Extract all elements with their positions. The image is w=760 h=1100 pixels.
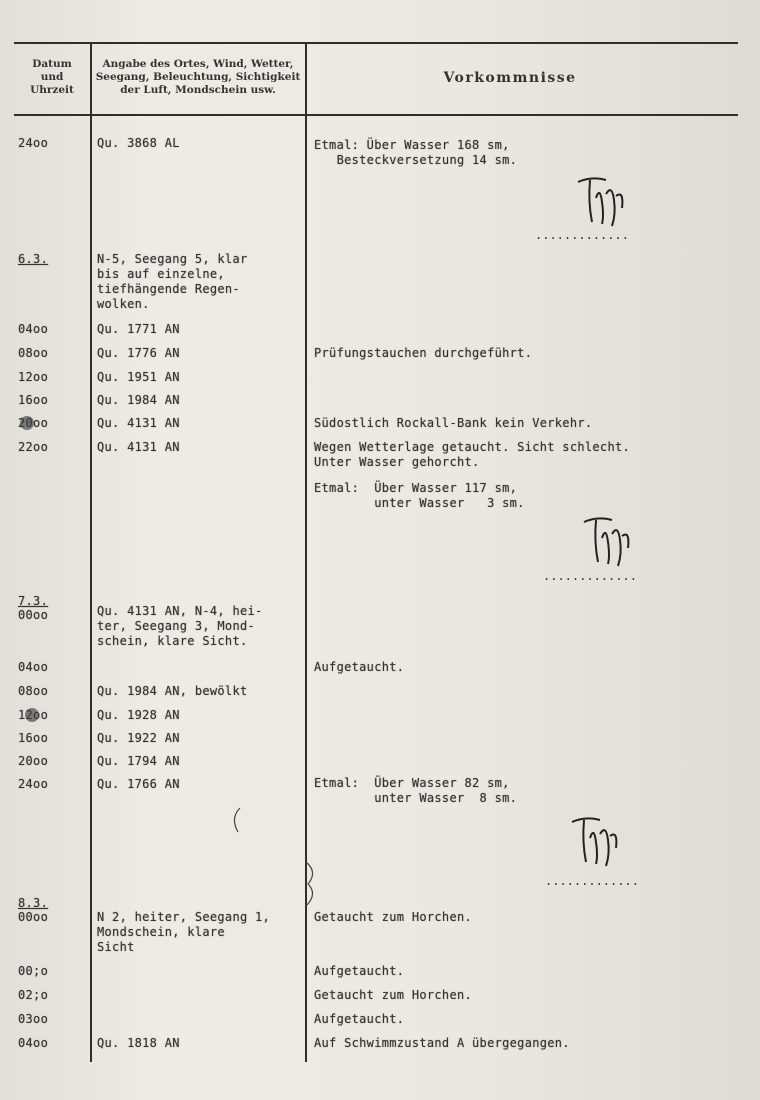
event-cell: Wegen Wetterlage getaucht. Sicht schlecht. Unter Wasser gehorcht. <box>314 440 631 469</box>
date-cell: 8.3. <box>18 896 49 910</box>
place-cell: Qu. 1766 AN <box>97 777 180 791</box>
header-angabe-line: Angabe des Ortes, Wind, Wetter, <box>102 58 294 70</box>
header-angabe-line: Seegang, Beleuchtung, Sichtigkeit <box>95 71 301 83</box>
place-cell: Qu. 1922 AN <box>97 731 180 745</box>
time-cell: 16oo <box>18 393 49 407</box>
time-cell: 04oo <box>18 322 49 336</box>
column-divider-1 <box>90 42 92 1062</box>
place-cell: N 2, heiter, Seegang 1, Mondschein, klare Sicht <box>97 910 271 954</box>
time-cell: 08oo <box>18 346 49 360</box>
time-cell: 12oo <box>18 708 49 722</box>
place-cell: Qu. 1984 AN, bewölkt <box>97 684 248 698</box>
event-cell: Auf Schwimmzustand A übergegangen. <box>314 1036 570 1050</box>
place-cell: Qu. 4131 AN <box>97 440 180 454</box>
place-cell: Qu. 1818 AN <box>97 1036 180 1050</box>
header-datum-line: und <box>40 71 64 83</box>
place-cell: N-5, Seegang 5, klar bis auf einzelne, tiefhängende Regen- wolken. <box>97 252 248 311</box>
time-cell: 00oo <box>18 910 49 924</box>
header-vorkommnisse: Vorkommnisse <box>443 70 577 86</box>
time-cell: 24oo <box>18 136 49 150</box>
event-cell: Südostlich Rockall-Bank kein Verkehr. <box>314 416 593 430</box>
event-cell: Etmal: Über Wasser 82 sm, unter Wasser 8 sm. <box>314 776 518 805</box>
signature-dots: ............. <box>535 228 629 242</box>
place-cell: Qu. 4131 AN <box>97 416 180 430</box>
event-cell: Etmal: Über Wasser 168 sm, Besteckversetzung 14 sm. <box>314 138 518 167</box>
time-cell: 24oo <box>18 777 49 791</box>
event-cell: Aufgetaucht. <box>314 964 405 978</box>
time-cell: 16oo <box>18 731 49 745</box>
place-cell: Qu. 1984 AN <box>97 393 180 407</box>
place-cell: Qu. 1771 AN <box>97 322 180 336</box>
event-cell: Prüfungstauchen durchgeführt. <box>314 346 533 360</box>
header-angabe <box>92 58 304 97</box>
date-cell: 6.3. <box>18 252 49 266</box>
place-cell: Qu. 1776 AN <box>97 346 180 360</box>
stray-mark <box>228 806 244 836</box>
time-cell: 02;o <box>18 988 49 1002</box>
place-cell: Qu. 1928 AN <box>97 708 180 722</box>
event-cell: Aufgetaucht. <box>314 1012 405 1026</box>
signature-mark <box>578 512 638 572</box>
event-cell: Aufgetaucht. <box>314 660 405 674</box>
time-cell: 22oo <box>18 440 49 454</box>
header-bottom-rule <box>14 114 738 116</box>
event-cell: Etmal: Über Wasser 117 sm, unter Wasser 3 sm. <box>314 481 525 510</box>
event-cell: Getaucht zum Horchen. <box>314 910 473 924</box>
place-cell: Qu. 3868 AL <box>97 136 180 150</box>
date-cell: 7.3. <box>18 594 49 608</box>
time-cell: 03oo <box>18 1012 49 1026</box>
time-cell: 00oo <box>18 608 49 622</box>
time-cell: 00;o <box>18 964 49 978</box>
signature-dots: ............. <box>545 874 639 888</box>
time-cell: 04oo <box>18 660 49 674</box>
stray-mark <box>300 860 320 910</box>
signature-mark <box>572 172 632 232</box>
time-cell: 20oo <box>18 416 49 430</box>
header-datum <box>14 58 90 97</box>
header-top-rule <box>14 42 738 44</box>
signature-mark <box>566 812 626 872</box>
place-cell: Qu. 1794 AN <box>97 754 180 768</box>
time-cell: 12oo <box>18 370 49 384</box>
event-cell: Getaucht zum Horchen. <box>314 988 473 1002</box>
time-cell: 04oo <box>18 1036 49 1050</box>
time-cell: 20oo <box>18 754 49 768</box>
header-datum-line: Datum <box>32 58 72 70</box>
time-cell: 08oo <box>18 684 49 698</box>
header-angabe-line: der Luft, Mondschein usw. <box>120 84 276 96</box>
header-datum-line: Uhrzeit <box>30 84 74 96</box>
signature-dots: ............. <box>543 569 637 583</box>
place-cell: Qu. 4131 AN, N-4, hei- ter, Seegang 3, Mond- schein, klare Sicht. <box>97 604 263 648</box>
place-cell: Qu. 1951 AN <box>97 370 180 384</box>
